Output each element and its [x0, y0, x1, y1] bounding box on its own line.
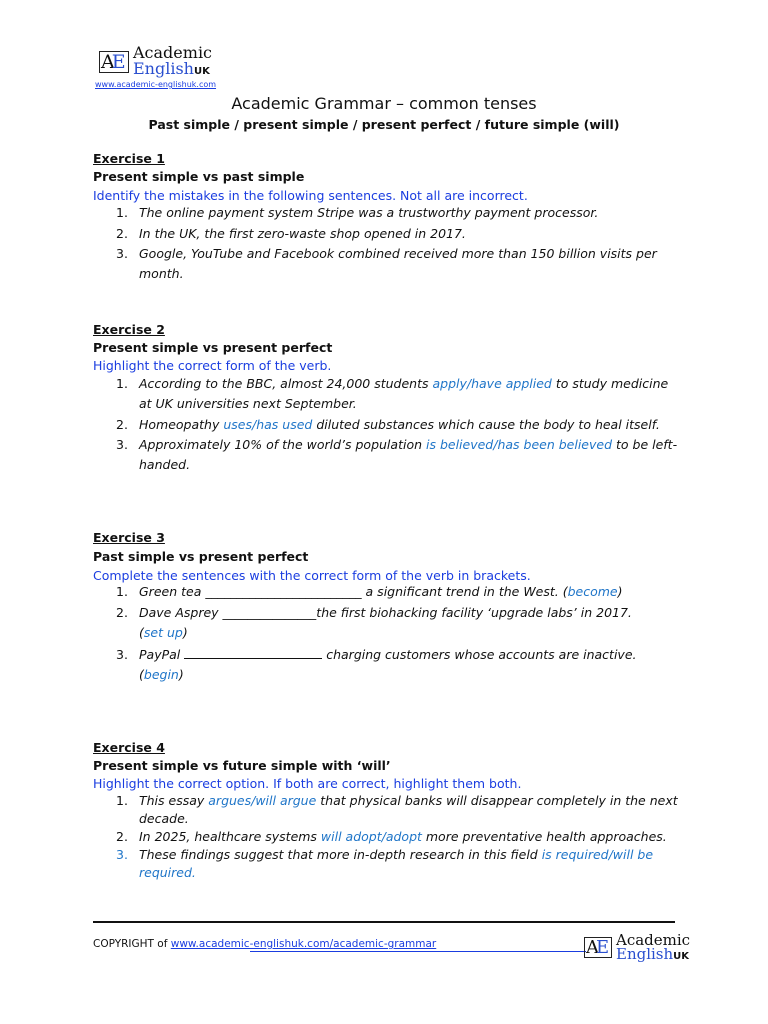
exercise-4-instruction: Highlight the correct option. If both are correct, highlight them both. [93, 776, 522, 791]
exercise-2-heading: Exercise 2 [93, 322, 165, 337]
exercise-3-item-1: 1. Green tea _________________________ a significant trend in the West. (become) [116, 584, 623, 599]
copyright-link[interactable]: www.academic-englishuk.com/academic-grammar [170, 938, 437, 950]
footer-logo [584, 931, 699, 965]
logo-text-english: EnglishUK [616, 945, 690, 963]
verb-option: uses/has used [223, 417, 313, 432]
exercise-1-heading: Exercise 1 [93, 151, 165, 166]
academic-english-logo [99, 43, 224, 79]
exercise-2-item-3: 3. Approximately 10% of the world’s population is believed/has been believed to be left- handed. [116, 437, 678, 472]
exercise-2-instruction: Highlight the correct form of the verb. [93, 358, 332, 373]
exercise-1-item-3: 3. Google, YouTube and Facebook combined received more than 150 billion visits per month. [116, 246, 657, 281]
website-link[interactable]: www.academic-englishuk.com [95, 80, 217, 89]
footer-divider [93, 921, 675, 923]
exercise-4-item-3: 3. These findings suggest that more in-depth research in this field is required/will be required. [116, 847, 654, 880]
verb-option: is believed/has been believed [425, 437, 613, 452]
verb-option: argues/will argue [208, 793, 317, 808]
exercise-2-item-2: 2. Homeopathy uses/has used diluted substances which cause the body to heal itself. [116, 417, 660, 432]
page-subtitle: Past simple / present simple / present perfect / future simple (will) [148, 117, 620, 132]
logo-mark: AE [99, 51, 129, 73]
exercise-1-instruction: Identify the mistakes in the following sentences. Not all are incorrect. [93, 188, 528, 203]
exercise-3-heading: Exercise 3 [93, 530, 165, 545]
answer-blank[interactable] [184, 646, 322, 659]
exercise-3-item-3: 3. PayPal charging customers whose accounts are inactive. (begin) [116, 647, 637, 682]
exercise-1-item-1: 1. The online payment system Stripe was a trustworthy payment processor. [116, 205, 599, 220]
verb-hint: become [567, 584, 618, 599]
footer-link-underline [250, 951, 586, 952]
logo-text-academic: Academic [133, 43, 213, 62]
exercise-1-topic: Present simple vs past simple [93, 169, 305, 184]
logo-mark: AE [584, 937, 612, 958]
page-title: Academic Grammar – common tenses [231, 94, 537, 113]
exercise-3-item-2: 2. Dave Asprey _______________the first biohacking facility ‘upgrade labs’ in 2017. (set up) [116, 605, 632, 640]
exercise-2-item-1: 1. According to the BBC, almost 24,000 students apply/have applied to study medicine at UK universities next September. [116, 376, 669, 411]
verb-option: is required/will be [541, 847, 654, 862]
verb-option: apply/have applied [432, 376, 552, 391]
exercise-4-item-2: 2. In 2025, healthcare systems will adopt/adopt more preventative health approaches. [116, 829, 667, 844]
exercise-4-item-1: 1. This essay argues/will argue that physical banks will disappear completely in the next decade. [116, 793, 678, 826]
exercise-3-instruction: Complete the sentences with the correct form of the verb in brackets. [93, 568, 531, 583]
logo-text-english: EnglishUK [133, 59, 210, 78]
verb-hint: set up [143, 625, 183, 640]
verb-option: will adopt/adopt [320, 829, 422, 844]
exercise-3-topic: Past simple vs present perfect [93, 549, 309, 564]
exercise-4-heading: Exercise 4 [93, 740, 165, 755]
exercise-4-topic: Present simple vs future simple with ‘will’ [93, 758, 391, 773]
verb-hint: begin [143, 667, 179, 682]
exercise-2-topic: Present simple vs present perfect [93, 340, 333, 355]
logo-text-academic: Academic [616, 931, 691, 949]
exercise-1-item-2: 2. In the UK, the first zero-waste shop opened in 2017. [116, 226, 466, 241]
copyright-notice: COPYRIGHT of www.academic-englishuk.com/academic-grammar [93, 938, 437, 950]
